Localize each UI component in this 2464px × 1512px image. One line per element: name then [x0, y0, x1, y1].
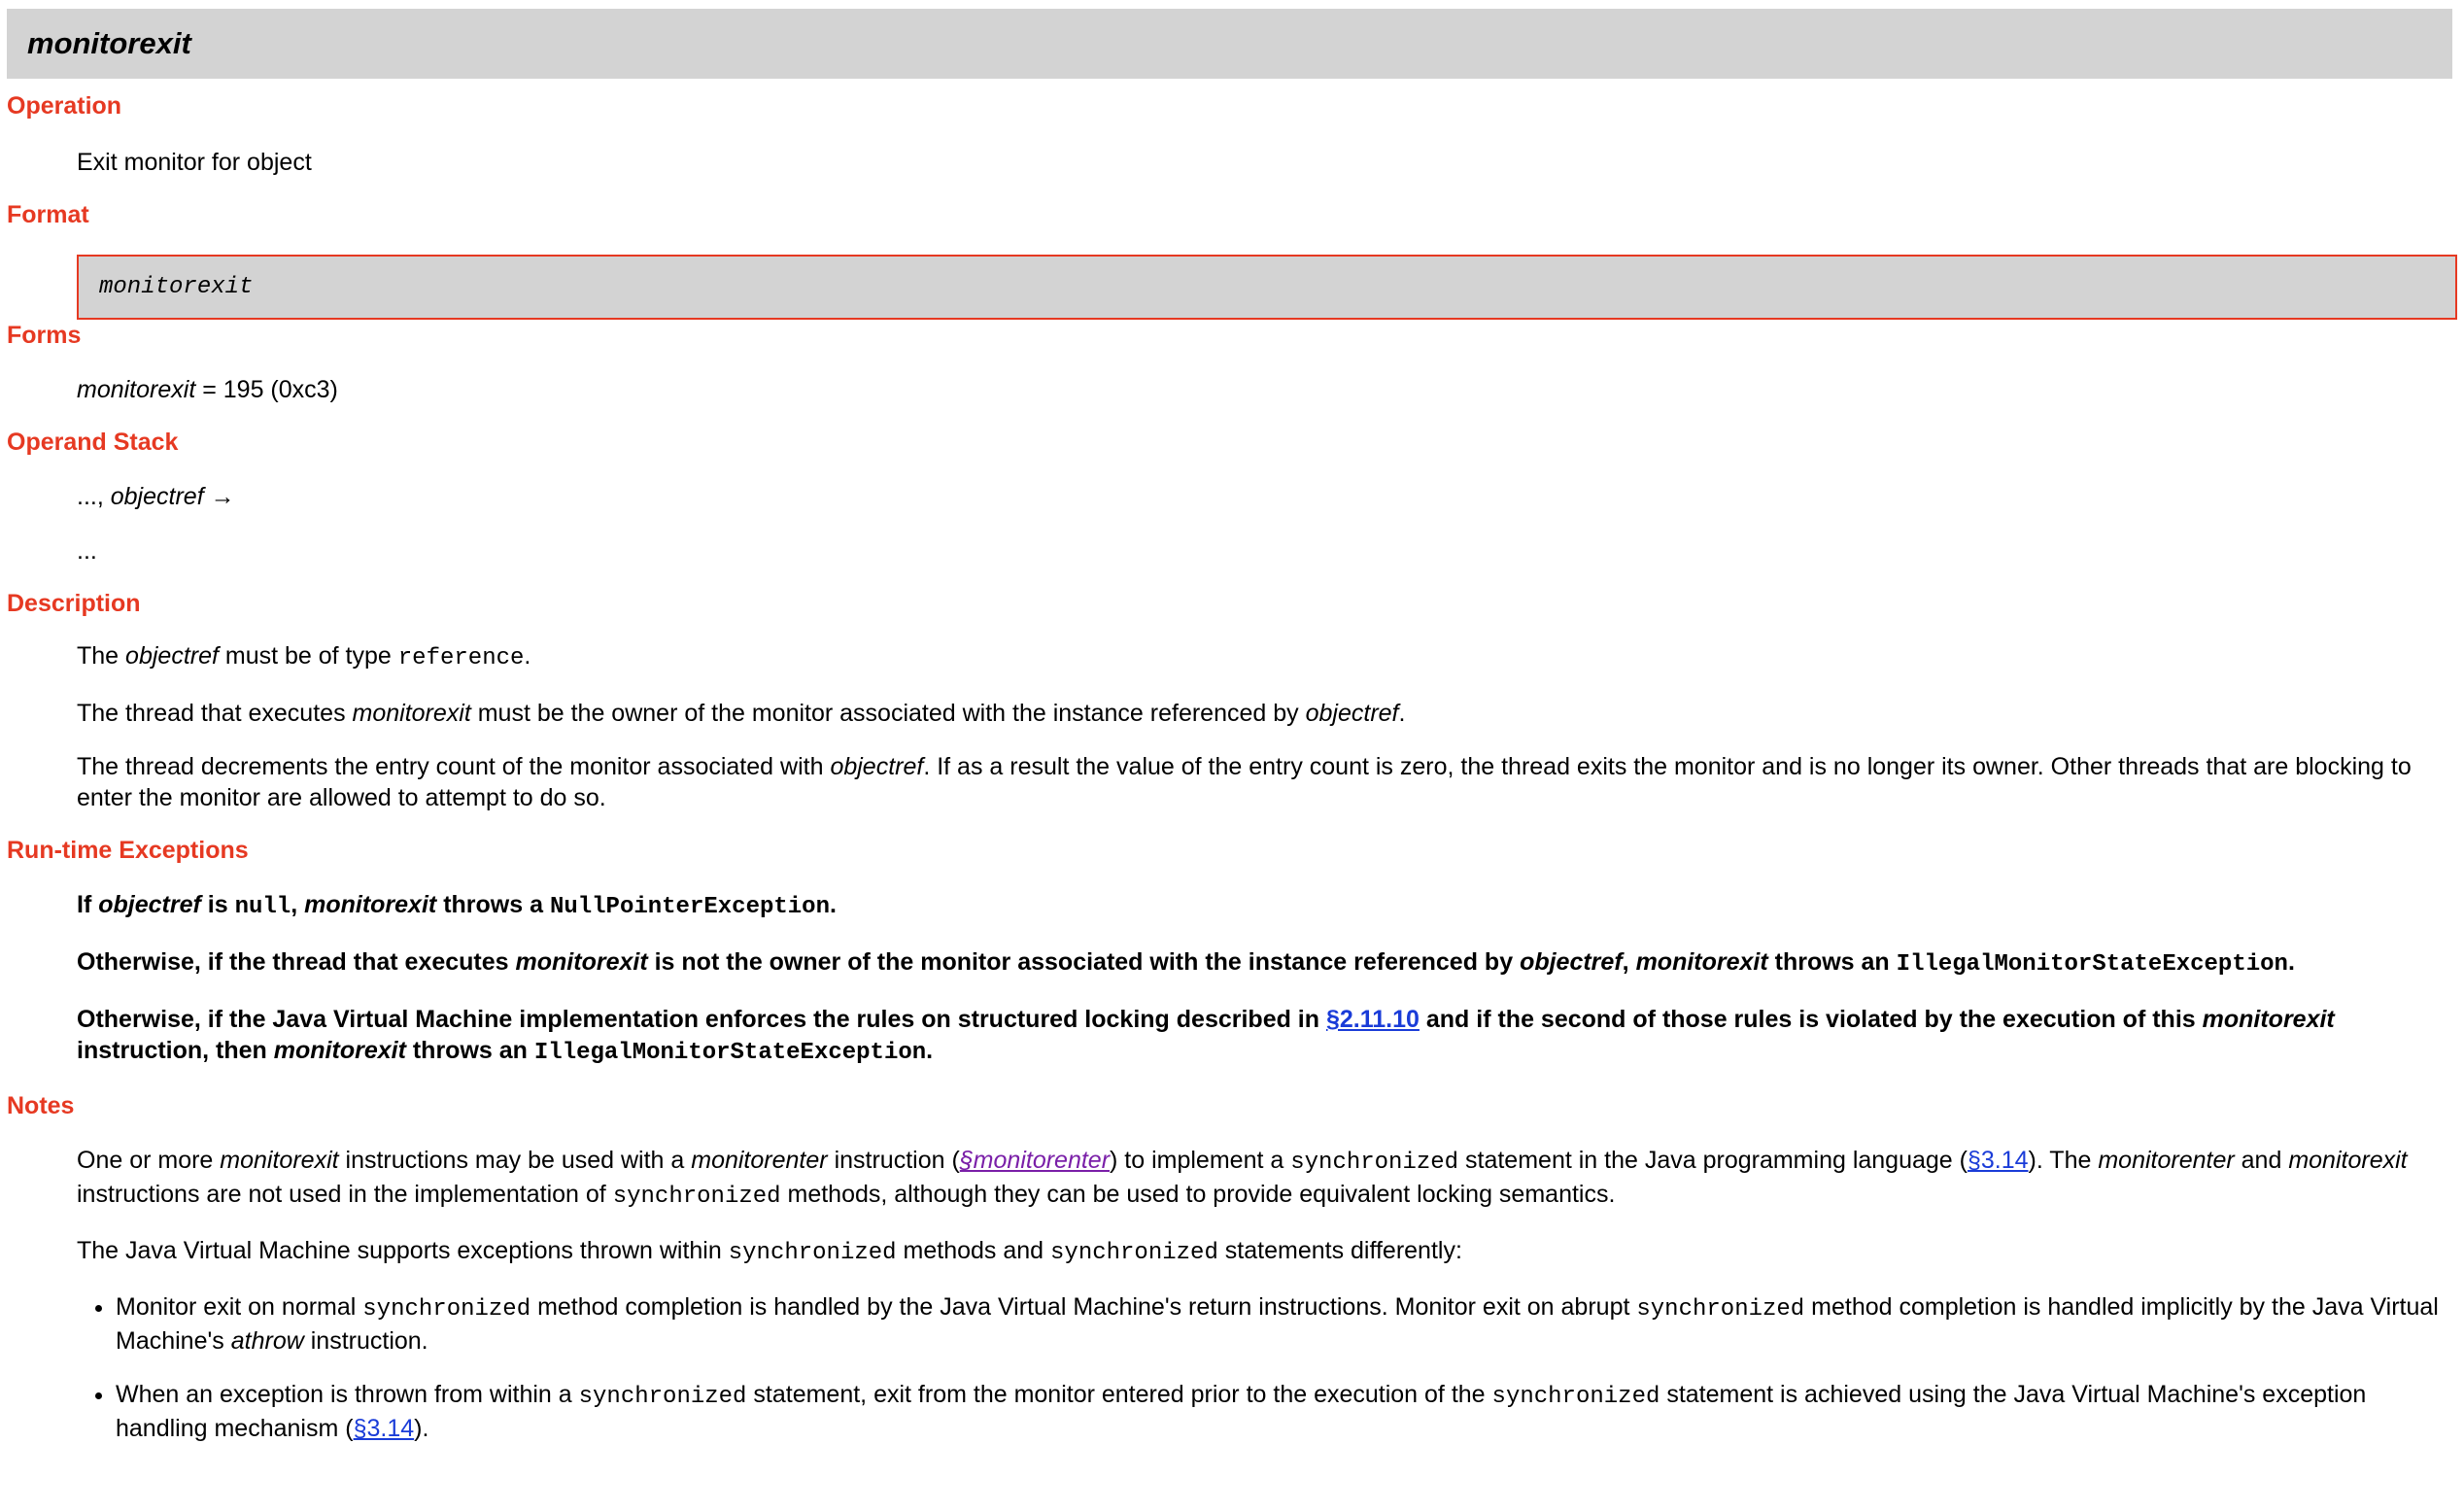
text-span: .: [524, 642, 531, 670]
runtime-exceptions-heading: Run-time Exceptions: [7, 837, 249, 864]
text-span: is: [207, 891, 228, 918]
text-italic: monitorenter: [691, 1147, 828, 1174]
code-reference: reference: [397, 645, 525, 671]
runtime-exceptions-body: [77, 889, 2464, 1069]
text-span: The thread that executes: [77, 700, 346, 727]
runtime-p2: [77, 946, 2464, 980]
operation-text: Exit monitor for object: [77, 149, 312, 176]
text-span: ). The: [2028, 1147, 2092, 1174]
text-italic: monitorexit: [2288, 1147, 2408, 1174]
text-italic: objectref: [125, 642, 219, 670]
code-synchronized: synchronized: [578, 1384, 747, 1410]
code-synchronized: synchronized: [728, 1240, 897, 1266]
text-span: ) to implement a: [1110, 1147, 1284, 1174]
text-italic: monitorexit: [220, 1147, 339, 1174]
stack-objectref: objectref: [110, 483, 204, 510]
link-3-14[interactable]: §3.14: [1967, 1147, 2029, 1174]
format-box: [77, 255, 2457, 320]
forms-value: = 195 (0xc3): [202, 376, 338, 403]
text-span: When an exception is thrown from within a: [116, 1381, 572, 1408]
description-p3: [77, 751, 2464, 813]
text-italic: monitorexit: [515, 948, 648, 976]
text-italic: objectref: [98, 891, 201, 918]
text-italic: objectref: [1305, 700, 1399, 727]
notes-p1: [77, 1145, 2464, 1213]
notes-bullet-list: [77, 1291, 2464, 1444]
text-span: .: [1398, 700, 1406, 727]
text-span: Otherwise, if the thread that executes: [77, 948, 509, 976]
text-span: One or more: [77, 1147, 214, 1174]
notes-body: [77, 1145, 2464, 1444]
description-body: [77, 640, 2464, 813]
title-bar: [7, 9, 2452, 79]
description-p2: [77, 698, 2464, 729]
text-span: ,: [291, 891, 298, 918]
code-exception: IllegalMonitorStateException: [533, 1040, 927, 1066]
text-span: Monitor exit on normal: [116, 1293, 357, 1321]
text-italic: objectref: [830, 753, 924, 780]
code-synchronized: synchronized: [1050, 1240, 1218, 1266]
text-span: statement is achieved using the Java Virtual Machine's exception handling mechanism (: [116, 1381, 2367, 1442]
page-title: monitorexit: [27, 26, 191, 60]
text-span: The Java Virtual Machine supports exceptions thrown within: [77, 1237, 722, 1264]
list-item: [116, 1379, 2464, 1444]
notes-heading: Notes: [7, 1092, 75, 1119]
list-item: [116, 1291, 2464, 1357]
text-span: must be of type: [224, 642, 392, 670]
text-span: and if the second of those rules is violated by the execution of this: [1425, 1006, 2196, 1033]
text-span: instruction.: [310, 1327, 428, 1355]
text-italic: monitorexit: [2202, 1006, 2335, 1033]
code-exception: IllegalMonitorStateException: [1896, 951, 2288, 978]
text-span: instructions are not used in the implementation of: [77, 1181, 606, 1208]
text-span: and: [2241, 1147, 2282, 1174]
text-span: .: [829, 891, 837, 918]
text-span: .: [2287, 948, 2295, 976]
operand-stack-before: [77, 481, 2464, 512]
text-span: throws an: [412, 1037, 528, 1064]
text-span: The thread decrements the entry count of the monitor associated with: [77, 753, 824, 780]
code-synchronized: synchronized: [362, 1296, 531, 1323]
text-italic: monitorexit: [1635, 948, 1768, 976]
text-span: methods and: [903, 1237, 1044, 1264]
text-span: instruction, then: [77, 1037, 267, 1064]
text-italic: objectref: [1520, 948, 1623, 976]
operand-stack-body: [77, 481, 2464, 567]
format-mnemonic: monitorexit: [99, 274, 254, 300]
text-span: statements differently:: [1224, 1237, 1462, 1264]
code-synchronized: synchronized: [1290, 1150, 1459, 1176]
runtime-p3: [77, 1004, 2464, 1069]
text-span: instructions may be used with a: [345, 1147, 685, 1174]
notes-p2: [77, 1235, 2464, 1269]
operation-heading: Operation: [7, 92, 122, 120]
text-span: If: [77, 891, 92, 918]
text-span: method completion is handled implicitly by the Java Virtual Machine's: [116, 1293, 2439, 1355]
code-synchronized: synchronized: [612, 1184, 781, 1210]
text-span: .: [926, 1037, 934, 1064]
text-italic: athrow: [230, 1327, 304, 1355]
code-synchronized: synchronized: [1491, 1384, 1660, 1410]
stack-arrow: →: [210, 483, 235, 510]
text-span: is not the owner of the monitor associated with the instance referenced by: [654, 948, 1514, 976]
code-exception: NullPointerException: [549, 894, 830, 920]
text-span: throws an: [1774, 948, 1890, 976]
text-span: ,: [1622, 948, 1629, 976]
forms-body: [77, 374, 2464, 405]
text-span: The: [77, 642, 120, 670]
text-span: methods, although they can be used to provide equivalent locking semantics.: [787, 1181, 1616, 1208]
text-span: must be the owner of the monitor associated with the instance referenced by: [477, 700, 1299, 727]
stack-prefix: ...,: [77, 483, 104, 510]
link-monitorenter[interactable]: §monitorenter: [959, 1147, 1111, 1174]
text-italic: monitorexit: [304, 891, 437, 918]
text-span: Otherwise, if the Java Virtual Machine implementation enforces the rules on structured locking described in: [77, 1006, 1320, 1033]
forms-mnemonic: monitorexit: [77, 376, 196, 403]
forms-line: [77, 374, 2464, 405]
description-heading: Description: [7, 590, 141, 617]
code-synchronized: synchronized: [1636, 1296, 1805, 1323]
runtime-p1: [77, 889, 2464, 923]
text-italic: monitorenter: [2098, 1147, 2235, 1174]
link-2-11-10[interactable]: §2.11.10: [1325, 1006, 1420, 1033]
text-span: method completion is handled by the Java Virtual Machine's return instructions. Monitor exit on abrupt: [537, 1293, 1630, 1321]
operand-stack-after: ...: [77, 537, 97, 565]
description-p1: [77, 640, 2464, 674]
format-heading: Format: [7, 201, 89, 228]
text-span: statement, exit from the monitor entered prior to the execution of the: [753, 1381, 1486, 1408]
text-span: instruction (: [834, 1147, 960, 1174]
link-3-14[interactable]: §3.14: [353, 1415, 415, 1442]
text-span: statement in the Java programming language (: [1465, 1147, 1968, 1174]
text-span: . If as a result the value of the entry count is zero, the thread exits the monitor and is no longer its owner. Other threads that are blocking to enter the monitor are allowed to attempt to do so.: [77, 753, 2412, 811]
code-null: null: [234, 894, 291, 920]
text-italic: monitorexit: [352, 700, 471, 727]
operand-stack-heading: Operand Stack: [7, 429, 179, 456]
text-italic: monitorexit: [273, 1037, 406, 1064]
operation-body: [77, 147, 2464, 178]
forms-heading: Forms: [7, 322, 82, 349]
format-body: [77, 255, 2464, 320]
text-span: ).: [414, 1415, 429, 1442]
text-span: throws a: [443, 891, 543, 918]
